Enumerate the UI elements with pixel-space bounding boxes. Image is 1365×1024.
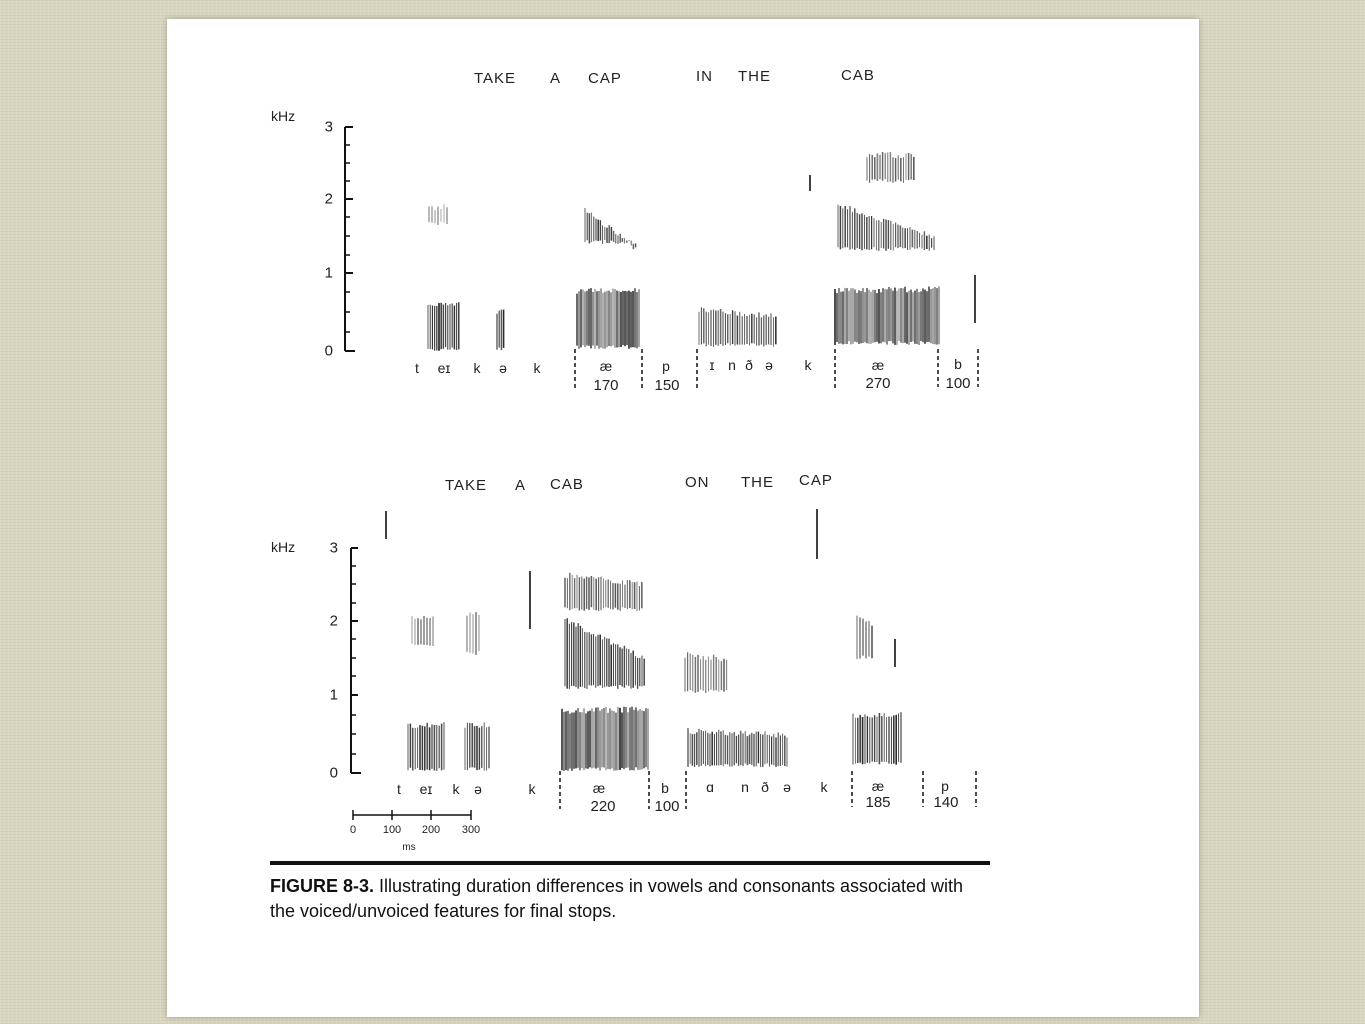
tick-label: 1 — [324, 264, 333, 282]
phoneme: k — [533, 360, 541, 376]
duration-label: 150 — [654, 377, 680, 394]
tick-label: 3 — [329, 539, 338, 557]
phoneme: æ — [599, 358, 613, 374]
phoneme: t — [397, 781, 401, 797]
duration-label: 100 — [945, 375, 971, 392]
axis-unit-bottom: kHz — [271, 539, 296, 555]
phoneme: k — [820, 779, 828, 795]
phoneme: p — [941, 778, 949, 794]
axis-unit-top: kHz — [271, 108, 296, 124]
frequency-axis-bottom — [351, 548, 361, 773]
phoneme: ð — [745, 357, 753, 373]
duration-label: 100 — [654, 798, 680, 815]
time-scale-label: 300 — [461, 824, 481, 836]
tick-label: 0 — [329, 764, 338, 782]
phoneme: t — [415, 360, 419, 376]
word-cap-1: CAP — [588, 70, 622, 87]
phoneme: ə — [783, 779, 791, 795]
tick-label: 1 — [329, 686, 338, 704]
tick-label: 3 — [324, 118, 333, 136]
figure-caption — [270, 874, 990, 924]
spectrogram-marks — [386, 152, 975, 771]
word-in-1: IN — [696, 68, 713, 85]
phoneme: æ — [871, 778, 885, 794]
duration-label: 185 — [865, 794, 891, 811]
phoneme: æ — [592, 780, 606, 796]
phoneme: n — [741, 779, 749, 795]
phoneme: eɪ — [419, 781, 433, 797]
caption-rule — [270, 861, 990, 865]
phoneme: ð — [761, 779, 769, 795]
phoneme: k — [804, 357, 812, 373]
word-cab-2: CAB — [550, 476, 584, 493]
phoneme: n — [728, 357, 736, 373]
figure-page — [167, 19, 1199, 1017]
word-cab-1: CAB — [841, 67, 875, 84]
word-a-1: A — [550, 70, 562, 87]
frequency-axis-top — [345, 127, 355, 351]
phoneme: ə — [499, 360, 507, 376]
time-scale-label: 100 — [382, 824, 402, 836]
spectrogram-figure — [167, 19, 1199, 1017]
tick-label: 2 — [329, 612, 338, 630]
time-scale-label: 200 — [421, 824, 441, 836]
phoneme: b — [661, 780, 669, 796]
duration-label: 170 — [593, 377, 619, 394]
caption-text: Illustrating duration differences in vowels and consonants associated with the voiced/unvoiced features for final stops. — [270, 876, 964, 921]
phoneme: k — [528, 781, 536, 797]
word-take-2: TAKE — [445, 477, 488, 494]
phoneme: ə — [474, 781, 482, 797]
word-a-2: A — [515, 477, 527, 494]
phoneme: k — [452, 781, 460, 797]
word-the-1: THE — [738, 68, 771, 85]
word-the-2: THE — [741, 474, 774, 491]
tick-label: 0 — [324, 342, 333, 360]
time-scale-bar — [353, 810, 471, 820]
phoneme: ɑ — [706, 779, 714, 795]
duration-label: 220 — [590, 798, 616, 815]
phoneme: eɪ — [437, 360, 451, 376]
time-scale-label: 0 — [349, 824, 357, 836]
phoneme: k — [473, 360, 481, 376]
word-on-2: ON — [685, 474, 710, 491]
tick-label: 2 — [324, 190, 333, 208]
duration-label: 140 — [933, 794, 959, 811]
word-take-1: TAKE — [474, 70, 517, 87]
duration-label: 270 — [865, 375, 891, 392]
phoneme: ə — [765, 357, 773, 373]
phoneme: p — [662, 358, 670, 374]
word-cap-2: CAP — [799, 472, 833, 489]
phoneme: b — [954, 356, 962, 372]
caption-label: FIGURE 8-3. — [270, 876, 375, 896]
phoneme: ɪ — [709, 357, 715, 373]
phoneme: æ — [871, 357, 885, 373]
time-scale-unit: ms — [402, 842, 416, 853]
